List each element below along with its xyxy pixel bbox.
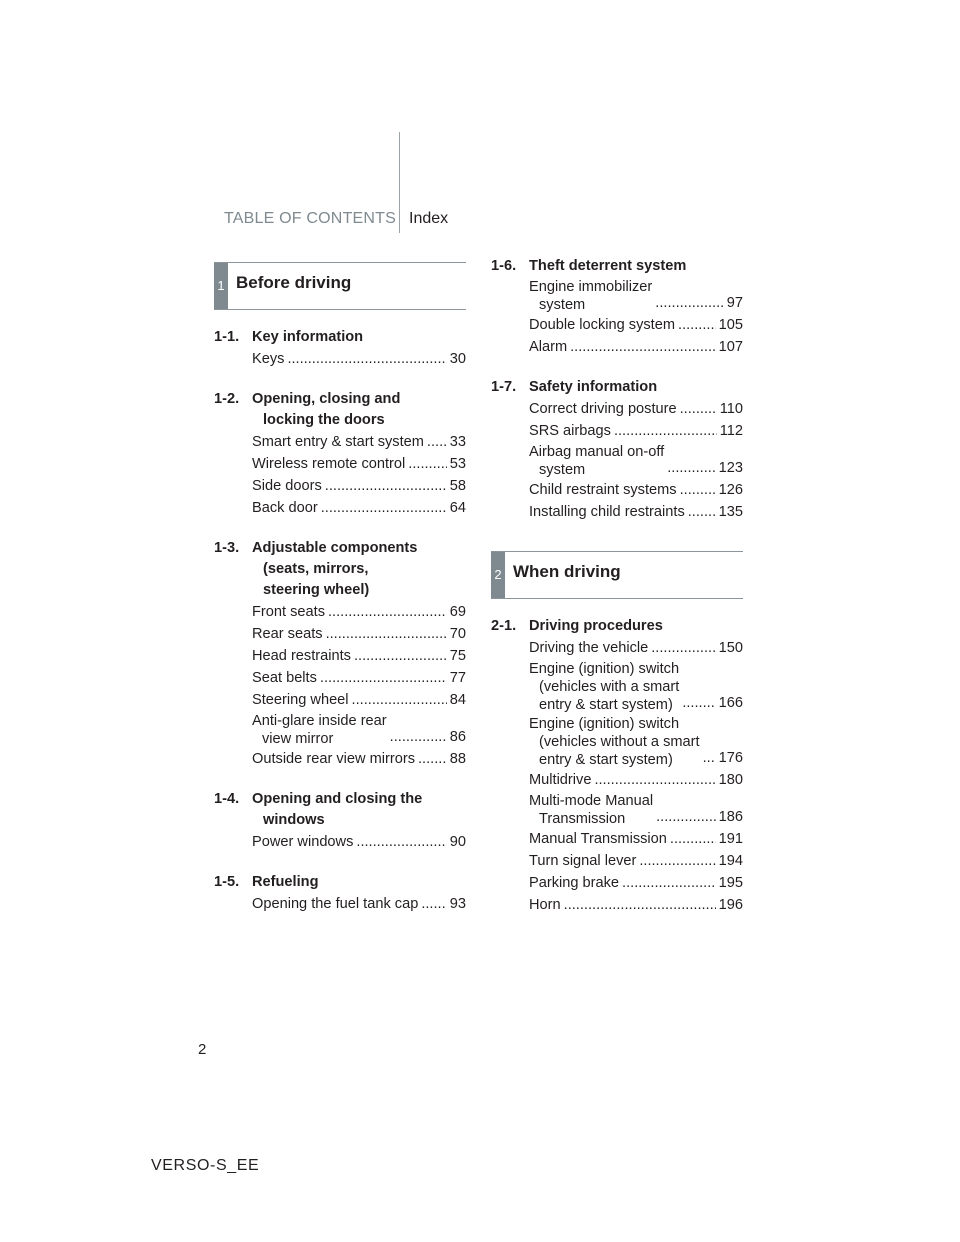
toc-entry[interactable] [252,476,466,497]
entry-title: Installing child restraints [529,504,685,520]
chapter-title: When driving [513,562,621,581]
entry-title: Horn [529,897,561,913]
leader-dots [651,638,715,659]
entry-page: 194 [718,853,743,869]
entry-page: 135 [718,504,743,520]
section-heading[interactable] [491,377,743,398]
toc-entry[interactable] [529,792,743,828]
leader-dots [564,895,716,916]
entry-page: 75 [449,648,466,664]
entry-page: 123 [718,460,743,476]
leader-dots [287,349,446,370]
entry-page: 69 [449,604,466,620]
toc-entry[interactable] [529,480,743,501]
toc-entry[interactable] [252,498,466,519]
entry-page: 33 [449,434,466,450]
chapter-banner-when-driving[interactable] [491,551,743,599]
page-number: 2 [198,1041,207,1058]
leader-dots [408,454,446,475]
entry-title: Keys [252,351,285,367]
chapter-banner-before-driving[interactable] [214,262,466,310]
entry-page: 176 [718,750,743,766]
toc-entry[interactable] [252,602,466,623]
section-title: Driving procedures [529,618,663,634]
section-title-cont: (seats, mirrors, [263,561,369,577]
entry-page: 88 [449,751,466,767]
entry-page: 186 [718,809,743,825]
entry-title: Rear seats [252,626,323,642]
section-heading[interactable] [214,327,466,348]
entry-page: 195 [718,875,743,891]
entry-page: 93 [449,896,466,912]
section-number: 1-6. [491,258,517,274]
toc-entry[interactable] [529,315,743,336]
entry-title: Turn signal lever [529,853,637,869]
toc-entry[interactable] [252,749,466,770]
leader-dots [688,502,716,523]
entry-title: Double locking system [529,317,676,333]
entry-page: 110 [719,401,743,417]
leader-dots [703,748,716,769]
section-title-cont: windows [263,812,325,828]
section-number: 1-5. [214,874,240,890]
entry-title: Wireless remote control [252,456,406,472]
leader-dots [680,480,716,501]
entry-page: 166 [718,695,743,711]
leader-dots [682,693,715,714]
toc-entry[interactable] [529,660,743,714]
toc-entry[interactable] [529,399,743,420]
section-title-cont: steering wheel) [263,582,370,598]
chapter-number-badge: 2 [491,552,505,598]
leader-dots [328,602,447,623]
entry-title: Front seats [252,604,325,620]
toc-entry[interactable] [529,421,743,442]
entry-title: Driving the vehicle [529,640,649,656]
leader-dots [356,832,446,853]
toc-column-right-bottom [491,616,743,916]
section-heading[interactable] [214,789,466,831]
section-heading[interactable] [214,389,466,431]
entry-page: 105 [718,317,743,333]
entry-page: 191 [718,831,743,847]
leader-dots [655,293,723,314]
toc-entry[interactable] [529,502,743,523]
chapter-title: Before driving [236,273,352,292]
toc-entry[interactable] [529,715,743,769]
entry-page: 112 [719,423,743,439]
toc-entry[interactable] [529,895,743,916]
leader-dots [680,399,717,420]
toc-entry[interactable] [252,646,466,667]
toc-entry[interactable] [252,712,466,748]
section-title: Key information [252,329,364,345]
entry-title: Steering wheel [252,692,349,708]
section-title: Theft deterrent system [529,258,687,274]
toc-entry[interactable] [252,690,466,711]
toc-entry[interactable] [529,873,743,894]
leader-dots [427,432,447,453]
section-title-cont: locking the doors [263,412,385,428]
section-heading[interactable] [214,538,466,601]
entry-title: Engine (ignition) switch (vehicles without a smart entry & start system) [529,716,700,768]
section-title: Safety information [529,379,658,395]
entry-page: 180 [718,772,743,788]
leader-dots [678,315,716,336]
leader-dots [326,624,447,645]
section-heading[interactable] [491,616,743,637]
entry-title: Manual Transmission [529,831,667,847]
entry-page: 196 [718,897,743,913]
entry-title: Correct driving posture [529,401,677,417]
entry-title: Side doors [252,478,322,494]
entry-title: Engine (ignition) switch (vehicles with a smart entry & start system) [529,661,680,713]
section-number: 1-3. [214,540,240,556]
entry-page: 86 [449,729,466,745]
entry-title: Multidrive [529,772,592,788]
entry-page: 90 [449,834,466,850]
section-number: 1-4. [214,791,240,807]
entry-title: Alarm [529,339,568,355]
leader-dots [354,646,447,667]
section-title: Adjustable components [252,540,418,556]
toc-entry[interactable] [252,432,466,453]
leader-dots [614,421,717,442]
toc-entry[interactable] [252,894,466,915]
toc-entry[interactable] [252,454,466,475]
entry-title: Anti-glare inside rear view mirror [252,713,387,747]
entry-title: Opening the fuel tank cap [252,896,419,912]
toc-entry[interactable] [529,337,743,358]
entry-page: 77 [449,670,466,686]
leader-dots [390,727,447,748]
header-divider [399,132,400,233]
section-heading[interactable] [214,872,466,893]
entry-page: 58 [449,478,466,494]
toc-column-left [214,327,466,915]
section-title: Opening, closing and [252,391,401,407]
entry-title: Head restraints [252,648,351,664]
entry-title: Outside rear view mirrors [252,751,415,767]
leader-dots [418,749,447,770]
section-number: 2-1. [491,618,517,634]
section-number: 1-7. [491,379,517,395]
chapter-number-badge: 1 [214,263,228,309]
leader-dots [670,829,716,850]
index-link[interactable]: Index [409,210,449,227]
toc-entry[interactable] [252,832,466,853]
entry-page: 53 [449,456,466,472]
leader-dots [570,337,716,358]
leader-dots [667,458,715,479]
leader-dots [321,498,447,519]
section-number: 1-2. [214,391,240,407]
toc-column-right-top [491,256,743,523]
leader-dots [656,807,716,828]
entry-title: Parking brake [529,875,620,891]
toc-entry[interactable] [529,851,743,872]
toc-entry[interactable] [529,770,743,791]
section-number: 1-1. [214,329,240,345]
toc-entry[interactable] [529,443,743,479]
leader-dots [325,476,447,497]
entry-title: SRS airbags [529,423,611,439]
section-title: Opening and closing the [252,791,423,807]
table-of-contents-link[interactable]: TABLE OF CONTENTS [224,210,397,227]
entry-title: Seat belts [252,670,317,686]
toc-entry[interactable] [252,624,466,645]
entry-title: Power windows [252,834,354,850]
leader-dots [352,690,447,711]
toc-entry[interactable] [529,829,743,850]
toc-entry[interactable] [252,349,466,370]
toc-entry[interactable] [252,668,466,689]
entry-title: Back door [252,500,318,516]
toc-entry[interactable] [529,638,743,659]
entry-title: Multi-mode Manual Transmission [529,793,654,827]
entry-title: Engine immobilizer system [529,279,653,313]
section-heading[interactable] [491,256,743,277]
entry-page: 150 [718,640,743,656]
entry-page: 107 [718,339,743,355]
entry-page: 97 [726,295,743,311]
footer-model-code: VERSO-S_EE [151,1157,260,1174]
entry-title: Airbag manual on-off system [529,444,665,478]
entry-title: Child restraint systems [529,482,677,498]
toc-entry[interactable] [529,278,743,314]
entry-page: 126 [718,482,743,498]
entry-page: 84 [449,692,466,708]
entry-page: 30 [449,351,466,367]
leader-dots [639,851,715,872]
leader-dots [421,894,446,915]
section-title: Refueling [252,874,319,890]
leader-dots [622,873,716,894]
entry-page: 70 [449,626,466,642]
entry-page: 64 [449,500,466,516]
leader-dots [320,668,447,689]
entry-title: Smart entry & start system [252,434,424,450]
leader-dots [594,770,715,791]
